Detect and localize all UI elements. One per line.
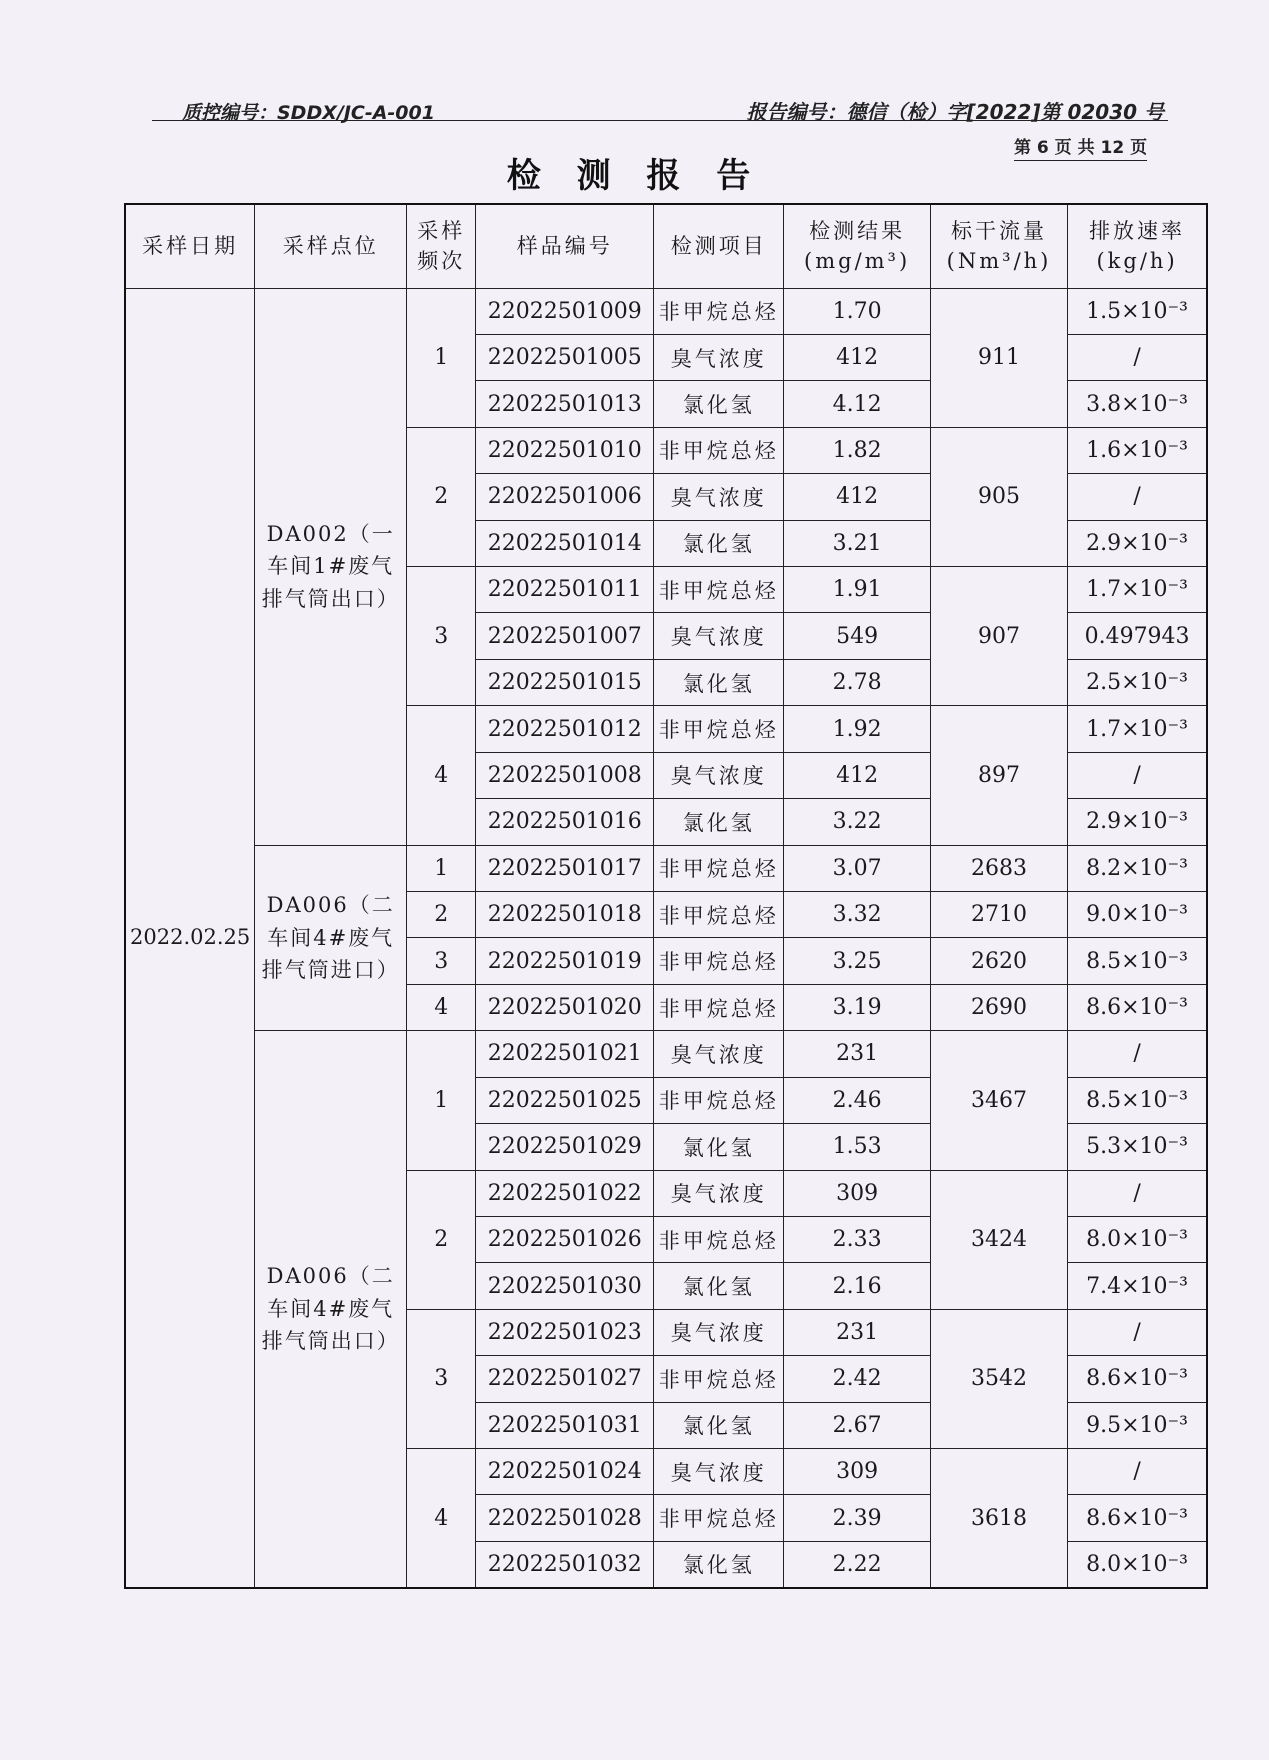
test-result: 3.21 <box>784 520 931 566</box>
emission-rate: 3.8×10⁻³ <box>1068 381 1207 427</box>
sample-number: 22022501018 <box>476 891 654 937</box>
sample-number: 22022501011 <box>476 567 654 613</box>
test-item: 非甲烷总烃 <box>654 845 784 891</box>
sample-number: 22022501031 <box>476 1402 654 1448</box>
test-item: 非甲烷总烃 <box>654 567 784 613</box>
emission-rate: 8.0×10⁻³ <box>1068 1216 1207 1262</box>
emission-rate: 2.9×10⁻³ <box>1068 520 1207 566</box>
test-result: 2.67 <box>784 1402 931 1448</box>
header-result: 检测结果(mg/m³) <box>784 204 931 288</box>
sample-number: 22022501032 <box>476 1541 654 1588</box>
sampling-point: DA006（二车间4#废气排气筒出口） <box>255 1031 407 1588</box>
test-item: 非甲烷总烃 <box>654 288 784 334</box>
dry-flow: 2690 <box>930 984 1067 1030</box>
sample-number: 22022501022 <box>476 1170 654 1216</box>
emission-rate: / <box>1068 334 1207 380</box>
sample-number: 22022501025 <box>476 1077 654 1123</box>
header-rate: 排放速率(kg/h) <box>1068 204 1207 288</box>
page-number: 第 6 页 共 12 页 <box>1014 133 1147 161</box>
dry-flow: 3467 <box>930 1031 1067 1170</box>
header-date: 采样日期 <box>125 204 255 288</box>
test-item: 臭气浓度 <box>654 334 784 380</box>
table-header-row <box>125 204 1207 288</box>
dry-flow: 3542 <box>930 1309 1067 1448</box>
test-item: 氯化氢 <box>654 1263 784 1309</box>
test-item: 氯化氢 <box>654 799 784 845</box>
test-item: 氯化氢 <box>654 520 784 566</box>
table-row <box>125 845 1207 891</box>
header-item: 检测项目 <box>654 204 784 288</box>
emission-rate: / <box>1068 1170 1207 1216</box>
table-body <box>125 288 1207 1588</box>
test-result: 3.25 <box>784 938 931 984</box>
sample-number: 22022501013 <box>476 381 654 427</box>
test-result: 412 <box>784 334 931 380</box>
test-result: 2.46 <box>784 1077 931 1123</box>
test-item: 非甲烷总烃 <box>654 1495 784 1541</box>
sampling-date: 2022.02.25 <box>125 288 255 1588</box>
sampling-frequency: 2 <box>407 891 476 937</box>
emission-rate: 8.6×10⁻³ <box>1068 984 1207 1030</box>
emission-rate: / <box>1068 1031 1207 1077</box>
report-number: 报告编号：德信（检）字[2022]第 02030 号 <box>746 100 1164 124</box>
page-title: 检 测 报 告 <box>506 156 763 196</box>
sampling-frequency: 2 <box>407 1170 476 1309</box>
test-result: 309 <box>784 1449 931 1495</box>
test-result: 309 <box>784 1170 931 1216</box>
test-item: 氯化氢 <box>654 1541 784 1588</box>
sample-number: 22022501027 <box>476 1356 654 1402</box>
emission-rate: 2.5×10⁻³ <box>1068 659 1207 705</box>
dry-flow: 2683 <box>930 845 1067 891</box>
emission-rate: 1.6×10⁻³ <box>1068 427 1207 473</box>
sample-number: 22022501020 <box>476 984 654 1030</box>
emission-rate: 2.9×10⁻³ <box>1068 799 1207 845</box>
sample-number: 22022501015 <box>476 659 654 705</box>
emission-rate: 8.6×10⁻³ <box>1068 1356 1207 1402</box>
test-result: 4.12 <box>784 381 931 427</box>
sampling-frequency: 4 <box>407 706 476 845</box>
dry-flow: 2620 <box>930 938 1067 984</box>
emission-rate: 9.0×10⁻³ <box>1068 891 1207 937</box>
test-item: 臭气浓度 <box>654 1309 784 1355</box>
sample-number: 22022501016 <box>476 799 654 845</box>
sample-number: 22022501006 <box>476 474 654 520</box>
test-result: 2.16 <box>784 1263 931 1309</box>
emission-rate: 0.497943 <box>1068 613 1207 659</box>
test-result: 231 <box>784 1309 931 1355</box>
test-item: 臭气浓度 <box>654 613 784 659</box>
qc-code: 质控编号：SDDX/JC-A-001 <box>182 102 435 124</box>
sample-number: 22022501010 <box>476 427 654 473</box>
sample-number: 22022501021 <box>476 1031 654 1077</box>
emission-rate: 8.5×10⁻³ <box>1068 938 1207 984</box>
test-result: 1.70 <box>784 288 931 334</box>
header-flow: 标干流量(Nm³/h) <box>930 204 1067 288</box>
sampling-frequency: 1 <box>407 845 476 891</box>
test-result: 231 <box>784 1031 931 1077</box>
results-table <box>124 203 1208 1589</box>
dry-flow: 3618 <box>930 1449 1067 1588</box>
dry-flow: 3424 <box>930 1170 1067 1309</box>
test-item: 氯化氢 <box>654 1124 784 1170</box>
emission-rate: 1.7×10⁻³ <box>1068 567 1207 613</box>
header-sample: 样品编号 <box>476 204 654 288</box>
emission-rate: / <box>1068 1449 1207 1495</box>
test-item: 非甲烷总烃 <box>654 1077 784 1123</box>
test-result: 2.78 <box>784 659 931 705</box>
test-item: 臭气浓度 <box>654 752 784 798</box>
test-item: 臭气浓度 <box>654 1170 784 1216</box>
test-item: 非甲烷总烃 <box>654 938 784 984</box>
test-result: 549 <box>784 613 931 659</box>
emission-rate: 9.5×10⁻³ <box>1068 1402 1207 1448</box>
test-item: 非甲烷总烃 <box>654 427 784 473</box>
dry-flow: 2710 <box>930 891 1067 937</box>
sample-number: 22022501029 <box>476 1124 654 1170</box>
sampling-frequency: 3 <box>407 938 476 984</box>
header-point: 采样点位 <box>255 204 407 288</box>
emission-rate: / <box>1068 1309 1207 1355</box>
test-result: 1.53 <box>784 1124 931 1170</box>
dry-flow: 911 <box>930 288 1067 427</box>
emission-rate: 8.2×10⁻³ <box>1068 845 1207 891</box>
sample-number: 22022501017 <box>476 845 654 891</box>
table-row <box>125 288 1207 334</box>
sampling-frequency: 2 <box>407 427 476 566</box>
test-result: 412 <box>784 474 931 520</box>
sample-number: 22022501014 <box>476 520 654 566</box>
sample-number: 22022501007 <box>476 613 654 659</box>
test-item: 非甲烷总烃 <box>654 706 784 752</box>
sample-number: 22022501005 <box>476 334 654 380</box>
test-result: 1.91 <box>784 567 931 613</box>
emission-rate: 1.7×10⁻³ <box>1068 706 1207 752</box>
test-item: 非甲烷总烃 <box>654 1356 784 1402</box>
test-result: 3.07 <box>784 845 931 891</box>
test-result: 2.42 <box>784 1356 931 1402</box>
test-result: 2.33 <box>784 1216 931 1262</box>
sampling-frequency: 3 <box>407 1309 476 1448</box>
sampling-frequency: 3 <box>407 567 476 706</box>
sampling-frequency: 4 <box>407 1449 476 1588</box>
test-result: 1.82 <box>784 427 931 473</box>
sample-number: 22022501024 <box>476 1449 654 1495</box>
test-result: 3.32 <box>784 891 931 937</box>
test-result: 3.22 <box>784 799 931 845</box>
test-item: 臭气浓度 <box>654 1449 784 1495</box>
test-result: 2.22 <box>784 1541 931 1588</box>
sample-number: 22022501012 <box>476 706 654 752</box>
sample-number: 22022501023 <box>476 1309 654 1355</box>
emission-rate: 8.6×10⁻³ <box>1068 1495 1207 1541</box>
test-result: 412 <box>784 752 931 798</box>
sample-number: 22022501030 <box>476 1263 654 1309</box>
sample-number: 22022501028 <box>476 1495 654 1541</box>
sample-number: 22022501008 <box>476 752 654 798</box>
test-item: 非甲烷总烃 <box>654 1216 784 1262</box>
test-item: 氯化氢 <box>654 659 784 705</box>
test-result: 1.92 <box>784 706 931 752</box>
emission-rate: 8.0×10⁻³ <box>1068 1541 1207 1588</box>
emission-rate: 7.4×10⁻³ <box>1068 1263 1207 1309</box>
sampling-frequency: 1 <box>407 288 476 427</box>
sampling-point: DA006（二车间4#废气排气筒进口） <box>255 845 407 1031</box>
header-freq: 采样频次 <box>407 204 476 288</box>
emission-rate: / <box>1068 474 1207 520</box>
sampling-point: DA002（一车间1#废气排气筒出口） <box>255 288 407 845</box>
emission-rate: 5.3×10⁻³ <box>1068 1124 1207 1170</box>
emission-rate: 1.5×10⁻³ <box>1068 288 1207 334</box>
sampling-frequency: 1 <box>407 1031 476 1170</box>
table-row <box>125 1031 1207 1077</box>
dry-flow: 907 <box>930 567 1067 706</box>
test-item: 非甲烷总烃 <box>654 891 784 937</box>
test-item: 臭气浓度 <box>654 1031 784 1077</box>
test-item: 氯化氢 <box>654 381 784 427</box>
emission-rate: / <box>1068 752 1207 798</box>
sample-number: 22022501019 <box>476 938 654 984</box>
test-item: 氯化氢 <box>654 1402 784 1448</box>
test-result: 2.39 <box>784 1495 931 1541</box>
test-item: 臭气浓度 <box>654 474 784 520</box>
dry-flow: 905 <box>930 427 1067 566</box>
sampling-frequency: 4 <box>407 984 476 1030</box>
sample-number: 22022501026 <box>476 1216 654 1262</box>
test-result: 3.19 <box>784 984 931 1030</box>
emission-rate: 8.5×10⁻³ <box>1068 1077 1207 1123</box>
test-item: 非甲烷总烃 <box>654 984 784 1030</box>
dry-flow: 897 <box>930 706 1067 845</box>
sample-number: 22022501009 <box>476 288 654 334</box>
